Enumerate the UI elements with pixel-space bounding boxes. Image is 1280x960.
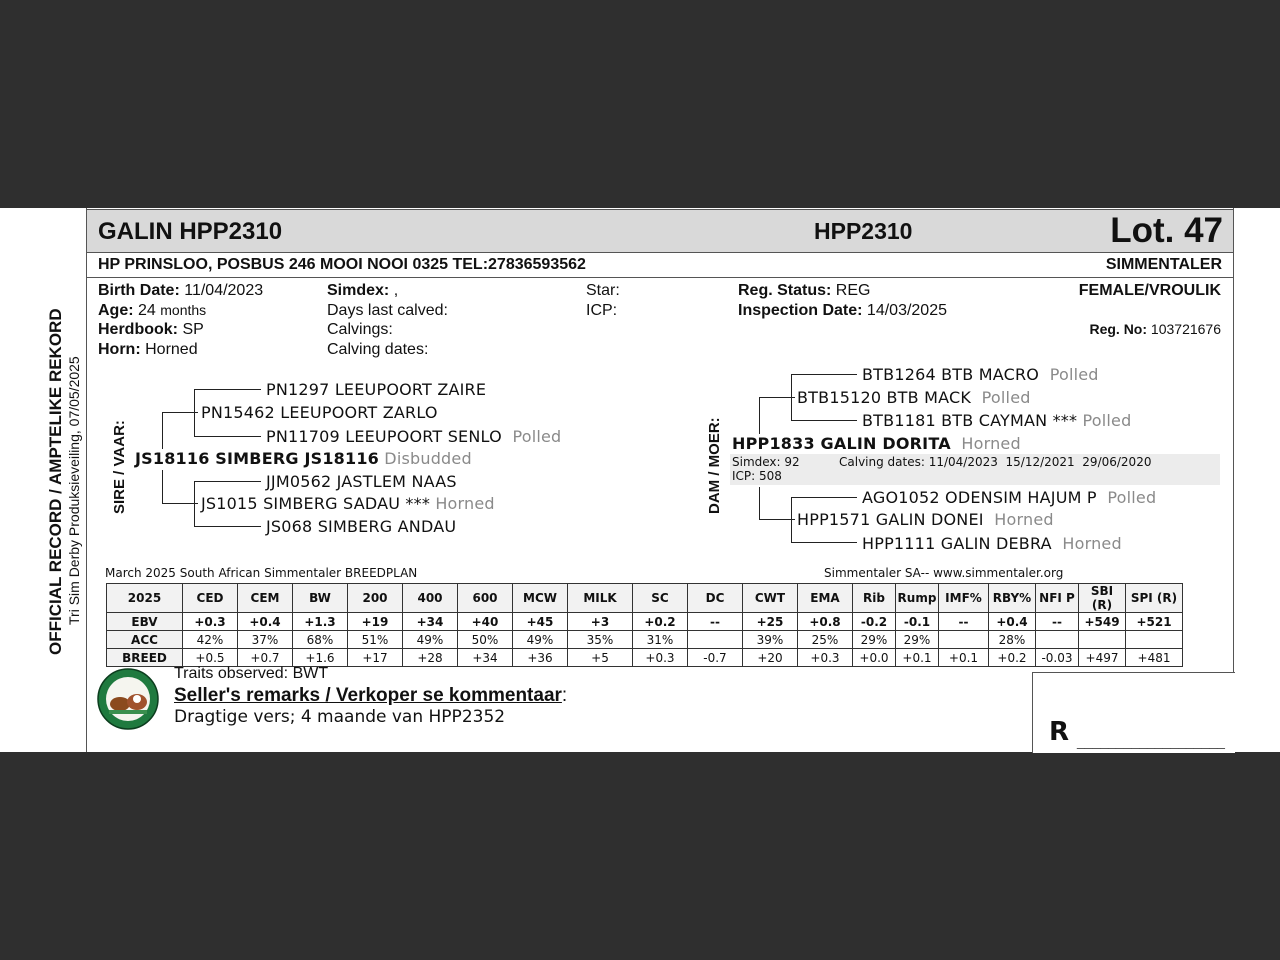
ebv-cell: +0.1	[896, 649, 939, 667]
sds-connector	[194, 481, 261, 482]
ebv-cell: 31%	[633, 631, 688, 649]
breedplan-caption: March 2025 South African Simmentaler BREEDPLAN	[105, 566, 418, 580]
ebv-cell: +0.4	[989, 613, 1036, 631]
ebv-row-label: EBV	[107, 613, 183, 631]
ebv-cell	[688, 631, 743, 649]
ebv-header-cell: EMA	[798, 584, 853, 613]
ebv-header-row	[107, 584, 1183, 613]
sire-upper-stem	[162, 412, 163, 449]
ebv-header-cell: Rib	[853, 584, 896, 613]
ebv-cell: +36	[513, 649, 568, 667]
star: Star:	[586, 282, 620, 299]
ebv-row-label: BREED	[107, 649, 183, 667]
breeder-address: HP PRINSLOO, POSBUS 246 MOOI NOOI 0325 TEL:27836593562	[98, 256, 586, 273]
ebv-header-cell: CED	[183, 584, 238, 613]
seller-remarks-text: Dragtige vers; 4 maande van HPP2352	[174, 707, 506, 727]
ebv-header-cell: IMF%	[939, 584, 989, 613]
ebv-cell: +17	[348, 649, 403, 667]
ebv-cell: +0.3	[183, 613, 238, 631]
ebv-header-cell: 2025	[107, 584, 183, 613]
ebv-cell: +521	[1126, 613, 1183, 631]
inspection-date: Inspection Date: 14/03/2025	[738, 302, 947, 319]
ebv-header-cell: SBI (R)	[1079, 584, 1126, 613]
ebv-cell: +28	[403, 649, 458, 667]
ebv-cell: +20	[743, 649, 798, 667]
ebv-header-cell: MCW	[513, 584, 568, 613]
ssd-connector	[194, 436, 261, 437]
ebv-cell: +1.6	[293, 649, 348, 667]
ebv-cell: +549	[1079, 613, 1126, 631]
sire: JS18116 SIMBERG JS18116 Disbudded	[135, 449, 472, 468]
sire-dam-sire: JJM0562 JASTLEM NAAS	[266, 472, 457, 491]
ebv-header-cell: 200	[348, 584, 403, 613]
herdbook: Herdbook: SP	[98, 321, 204, 338]
price-currency: R	[1049, 717, 1070, 747]
ebv-cell: +40	[458, 613, 513, 631]
ebv-cell: +34	[403, 613, 458, 631]
sd-connector	[162, 503, 198, 504]
birth-date: Birth Date: 11/04/2023	[98, 282, 264, 299]
ebv-header-cell: BW	[293, 584, 348, 613]
sire-dam: JS1015 SIMBERG SADAU *** Horned	[201, 494, 495, 513]
ebv-header-cell: SC	[633, 584, 688, 613]
ebv-cell: +5	[568, 649, 633, 667]
animal-id: HPP2310	[814, 218, 913, 244]
ebv-header-cell: MILK	[568, 584, 633, 613]
ebv-cell: +0.5	[183, 649, 238, 667]
ebv-cell: 29%	[896, 631, 939, 649]
sire-lower-stem	[162, 470, 163, 504]
sire-dam-dam: JS068 SIMBERG ANDAU	[266, 517, 457, 536]
ddd-connector	[791, 542, 857, 543]
dsd-connector	[791, 420, 857, 421]
dam-lower-stem	[759, 487, 760, 520]
dam-stats-box	[730, 454, 1220, 485]
card-right-border	[1233, 208, 1234, 673]
calving-dates: Calving dates:	[327, 341, 429, 358]
dam-dam: HPP1571 GALIN DONEI Horned	[797, 510, 1054, 529]
dam-dam-bracket	[791, 497, 792, 543]
sire-dam-bracket	[194, 481, 195, 527]
ebv-cell: +0.8	[798, 613, 853, 631]
ebv-cell: 28%	[989, 631, 1036, 649]
ebv-cell: --	[688, 613, 743, 631]
card-left-border	[86, 208, 87, 752]
sire-sire-dam: PN11709 LEEUPOORT SENLO Polled	[266, 427, 562, 446]
ebv-header-cell: RBY%	[989, 584, 1036, 613]
calvings: Calvings:	[327, 321, 393, 338]
dam-simdex: Simdex: 92	[732, 455, 800, 469]
ebv-cell: 25%	[798, 631, 853, 649]
ebv-cell: -0.2	[853, 613, 896, 631]
icp: ICP:	[586, 302, 618, 319]
ebv-header-cell: CWT	[743, 584, 798, 613]
dam-icp: ICP: 508	[732, 469, 782, 483]
sire-label: SIRE / VAAR:	[111, 420, 128, 514]
ebv-cell: --	[1036, 613, 1079, 631]
breeder-bar	[87, 252, 1233, 278]
price-blank[interactable]: ___________________	[1077, 733, 1225, 749]
lot-header	[87, 209, 1233, 253]
dam-dam-dam: HPP1111 GALIN DEBRA Horned	[862, 534, 1122, 553]
dam-sire-dam: BTB1181 BTB CAYMAN *** Polled	[862, 411, 1132, 430]
lot-number: Lot. 47	[1110, 211, 1223, 250]
ebv-cell	[1126, 631, 1183, 649]
ebv-cell: +0.2	[633, 613, 688, 631]
ebv-cell: +0.2	[989, 649, 1036, 667]
dam-sire-sire: BTB1264 BTB MACRO Polled	[862, 365, 1099, 384]
sale-name: Tri Sim Derby Produksieveiling, 07/05/2025	[66, 356, 82, 625]
ebv-row-label: ACC	[107, 631, 183, 649]
dss-connector	[791, 374, 857, 375]
dam-sire: BTB15120 BTB MACK Polled	[797, 388, 1031, 407]
ebv-cell: 51%	[348, 631, 403, 649]
ebv-cell: 50%	[458, 631, 513, 649]
reg-number: Reg. No: 103721676	[1089, 321, 1221, 337]
ebv-cell: +1.3	[293, 613, 348, 631]
ebv-header-cell: 400	[403, 584, 458, 613]
sire-sire: PN15462 LEEUPOORT ZARLO	[201, 403, 438, 422]
dam: HPP1833 GALIN DORITA Horned	[732, 434, 1021, 453]
sss-connector	[194, 389, 261, 390]
ebv-header-cell: NFI P	[1036, 584, 1079, 613]
ebv-cell: +497	[1079, 649, 1126, 667]
ebv-cell: +45	[513, 613, 568, 631]
price-box	[1032, 672, 1235, 753]
ebv-cell	[1036, 631, 1079, 649]
sex: FEMALE/VROULIK	[1078, 282, 1221, 299]
ebv-header-cell: Rump	[896, 584, 939, 613]
age: Age: 24 months	[98, 302, 207, 319]
ebv-header-cell: CEM	[238, 584, 293, 613]
ebv-header-cell: SPI (R)	[1126, 584, 1183, 613]
ebv-cell: 68%	[293, 631, 348, 649]
ebv-cell: 39%	[743, 631, 798, 649]
ebv-cell: +0.7	[238, 649, 293, 667]
simdex: Simdex: ,	[327, 282, 399, 299]
ebv-header-cell: 600	[458, 584, 513, 613]
dam-label: DAM / MOER:	[706, 417, 723, 514]
breed-row	[107, 649, 1183, 667]
ebv-cell: +0.3	[798, 649, 853, 667]
breed-name: SIMMENTALER	[1105, 256, 1222, 273]
dam-dam-sire: AGO1052 ODENSIM HAJUM P Polled	[862, 488, 1157, 507]
ds-connector	[759, 397, 795, 398]
dam-calving-dates: Calving dates: 11/04/2023 15/12/2021 29/06/2020	[839, 455, 1152, 469]
breedplan-site: Simmentaler SA-- www.simmentaler.org	[824, 566, 1064, 580]
ebv-cell	[939, 631, 989, 649]
ebv-cell: -0.7	[688, 649, 743, 667]
ebv-cell: +34	[458, 649, 513, 667]
days-last-calved: Days last calved:	[327, 302, 448, 319]
seller-remarks-heading: Seller's remarks / Verkoper se kommentaar:	[174, 685, 568, 706]
ebv-cell: -0.03	[1036, 649, 1079, 667]
ss-connector	[162, 412, 198, 413]
ebv-cell	[1079, 631, 1126, 649]
dd-connector	[759, 519, 795, 520]
dds-connector	[791, 497, 857, 498]
ebv-cell: 37%	[238, 631, 293, 649]
ebv-cell: +0.3	[633, 649, 688, 667]
ebv-header-cell: DC	[688, 584, 743, 613]
ebv-table	[106, 583, 1183, 667]
ebv-row	[107, 613, 1183, 631]
sire-sire-bracket	[194, 389, 195, 437]
ebv-cell: +0.0	[853, 649, 896, 667]
ebv-cell: 29%	[853, 631, 896, 649]
ebv-cell: +481	[1126, 649, 1183, 667]
ebv-cell: 42%	[183, 631, 238, 649]
sire-sire-sire: PN1297 LEEUPOORT ZAIRE	[266, 380, 487, 399]
ebv-cell: 49%	[403, 631, 458, 649]
ebv-cell: +25	[743, 613, 798, 631]
horn: Horn: Horned	[98, 341, 198, 358]
acc-row	[107, 631, 1183, 649]
animal-name: GALIN HPP2310	[98, 218, 283, 245]
ebv-cell: 35%	[568, 631, 633, 649]
traits-observed: Traits observed: BWT	[174, 665, 329, 682]
ebv-cell: +3	[568, 613, 633, 631]
ebv-cell: --	[939, 613, 989, 631]
sdd-connector	[194, 526, 261, 527]
reg-status: Reg. Status: REG	[738, 282, 871, 299]
ebv-cell: -0.1	[896, 613, 939, 631]
official-record-label: OFFICIAL RECORD / AMPTELIKE REKORD	[46, 308, 65, 655]
ebv-cell: +19	[348, 613, 403, 631]
dam-upper-stem	[759, 397, 760, 434]
ebv-cell: +0.1	[939, 649, 989, 667]
ebv-cell: +0.4	[238, 613, 293, 631]
ebv-cell: 49%	[513, 631, 568, 649]
simmentaler-logo	[97, 668, 159, 730]
